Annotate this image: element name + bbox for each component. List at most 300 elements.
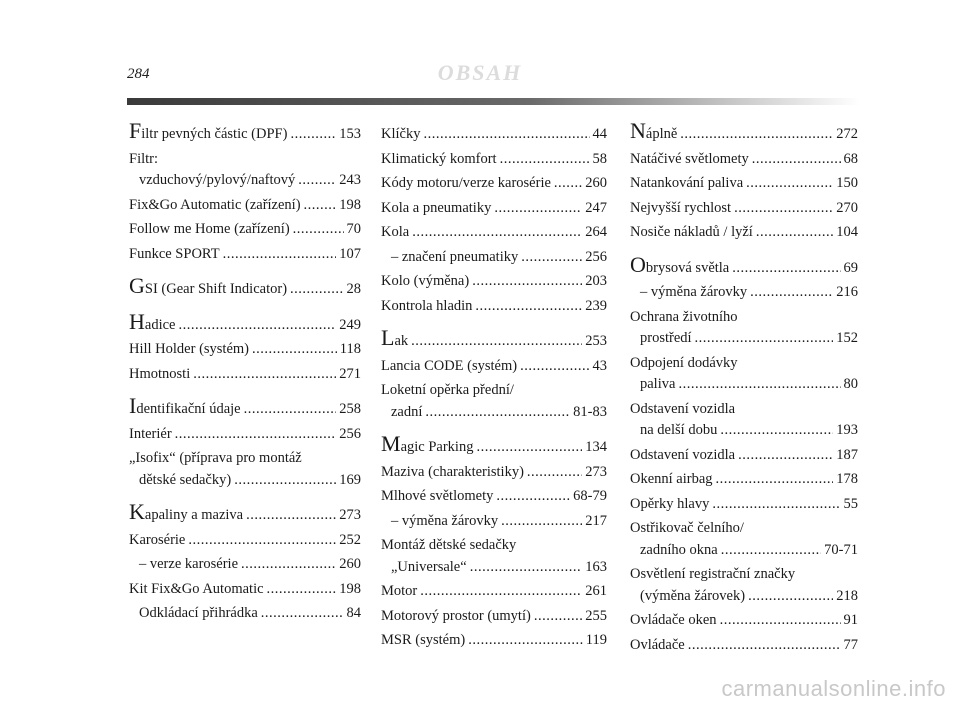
index-entry	[381, 149, 607, 171]
entry-text	[630, 251, 730, 280]
dot-leader	[716, 469, 834, 491]
index-entry	[129, 393, 361, 421]
entry-label: Natáčivé světlomety	[630, 150, 749, 167]
letter-initial: K	[129, 499, 145, 524]
entry-label: Odpojení dodávky	[630, 354, 738, 371]
letter-initial: L	[381, 325, 395, 350]
index-entry	[381, 325, 607, 353]
page-reference: 84	[346, 605, 361, 621]
page-reference: 218	[836, 587, 858, 604]
page-reference: 104	[836, 224, 858, 240]
entry-label: Hill Holder (systém)	[129, 341, 250, 357]
entry-label: Kit Fix&Go Automatic	[129, 580, 264, 597]
index-entry	[381, 173, 607, 195]
entry-text	[381, 222, 409, 244]
letter-initial: O	[630, 251, 646, 277]
entry-label: Fix&Go Automatic (zařízení)	[129, 196, 301, 213]
letter-group	[129, 273, 361, 301]
dot-leader	[188, 530, 336, 552]
letter-group	[381, 325, 607, 423]
entry-text	[139, 603, 258, 625]
index-entry	[630, 445, 858, 467]
entry-label: Opěrky hlavy	[630, 495, 710, 512]
page-reference: 264	[585, 224, 607, 240]
entry-label: ak	[394, 333, 409, 349]
entry-label: Motor	[381, 583, 418, 599]
entry-line	[630, 118, 858, 146]
entry-text	[129, 195, 301, 217]
entry-line	[381, 606, 607, 628]
letter-group	[129, 393, 361, 491]
entry-label: dětské sedačky)	[139, 471, 232, 488]
entry-line	[630, 564, 858, 586]
entry-text	[381, 173, 551, 195]
entry-label: Nosiče nákladů / lyží	[630, 224, 753, 240]
dot-leader	[468, 630, 583, 652]
watermark: carmanualsonline.info	[721, 676, 946, 701]
index-entry	[381, 486, 607, 508]
entry-label: Klíčky	[381, 126, 421, 142]
page-reference: 178	[836, 471, 858, 487]
index-entry	[630, 469, 858, 491]
index-entry	[129, 424, 361, 446]
page-reference: 68	[843, 150, 858, 167]
entry-text	[381, 630, 465, 652]
entry-line	[630, 518, 858, 540]
entry-line	[129, 393, 361, 421]
entry-line	[381, 271, 607, 293]
entry-text	[129, 424, 172, 446]
entry-text	[381, 198, 491, 220]
index-entry	[381, 462, 607, 484]
entry-label: Kontrola hladin	[381, 297, 473, 314]
index-entry	[381, 271, 607, 293]
dot-leader	[420, 581, 582, 603]
page-reference: 150	[836, 175, 858, 191]
index-entry	[630, 635, 858, 657]
entry-line	[381, 535, 607, 557]
entry-label: Maziva (charakteristiky)	[381, 463, 524, 480]
dot-leader	[750, 282, 833, 304]
page-reference: 273	[339, 507, 361, 523]
entry-label: paliva	[640, 376, 676, 392]
entry-label: Okenní airbag	[630, 471, 713, 487]
entry-text	[381, 535, 516, 557]
entry-text	[381, 149, 497, 171]
index-entry	[129, 530, 361, 552]
entry-line	[381, 380, 607, 402]
entry-label: adice	[144, 316, 176, 333]
entry-line	[381, 431, 607, 459]
dot-leader	[680, 124, 833, 146]
letter-group	[630, 251, 858, 657]
index-entry	[630, 307, 858, 350]
entry-line	[129, 364, 361, 386]
index-entry	[129, 579, 361, 601]
entry-text	[630, 610, 717, 632]
page-reference: 239	[585, 297, 607, 314]
entry-text	[139, 470, 231, 492]
entry-label: vzduchový/pylový/naftový	[139, 172, 296, 188]
dot-leader	[678, 374, 840, 396]
dot-leader	[223, 244, 337, 266]
entry-label: agic Parking	[400, 439, 474, 455]
dot-leader	[290, 124, 336, 146]
entry-label: – výměna žárovky	[640, 284, 748, 300]
index-entry	[630, 198, 858, 220]
index-entry	[381, 124, 607, 146]
dot-leader	[720, 610, 841, 632]
page-reference: 270	[836, 199, 858, 216]
index-entry	[630, 564, 858, 607]
entry-line	[381, 581, 607, 603]
dot-leader	[732, 258, 840, 280]
dot-leader	[293, 219, 344, 241]
entry-label: apaliny a maziva	[144, 507, 244, 523]
entry-line	[381, 222, 607, 244]
entry-line	[129, 339, 361, 361]
entry-label: zadní	[391, 403, 423, 420]
entry-label: – značení pneumatiky	[391, 248, 519, 265]
dot-leader	[688, 635, 841, 657]
entry-line	[630, 307, 858, 329]
dot-leader	[304, 195, 337, 217]
dot-leader	[241, 554, 336, 576]
entry-label: Odstavení vozidla	[630, 400, 736, 417]
entry-label: prostředí	[640, 330, 692, 346]
page-reference: 271	[339, 365, 361, 382]
letter-group	[129, 499, 361, 625]
page-reference: 91	[843, 612, 858, 628]
entry-line	[129, 448, 361, 470]
entry-text	[630, 469, 713, 491]
section-title: OBSAH	[437, 60, 523, 85]
index-entry	[381, 380, 607, 423]
entry-text	[630, 564, 795, 586]
index-entry	[630, 282, 858, 304]
entry-text	[640, 540, 718, 562]
index-entry	[129, 273, 361, 301]
dot-leader	[412, 222, 582, 244]
page-reference: 272	[836, 126, 858, 142]
entry-line	[630, 222, 858, 244]
page-number: 284	[127, 66, 150, 82]
page-reference: 134	[585, 439, 607, 455]
entry-label: Lancia CODE (systém)	[381, 357, 518, 374]
entry-text	[381, 462, 524, 484]
page-reference: 247	[585, 199, 607, 216]
entry-line	[630, 198, 858, 220]
dot-leader	[193, 364, 336, 386]
entry-text	[129, 499, 244, 527]
entry-line	[630, 586, 858, 608]
index-entry	[129, 499, 361, 527]
index-column-3	[630, 118, 858, 670]
page-reference: 273	[585, 463, 607, 480]
entry-line	[381, 462, 607, 484]
index-entry	[381, 606, 607, 628]
entry-label: Filtr:	[129, 150, 159, 167]
entry-label: Karosérie	[129, 531, 186, 548]
entry-text	[640, 282, 747, 304]
dot-leader	[267, 579, 337, 601]
letter-group	[381, 431, 607, 652]
entry-text	[381, 486, 493, 508]
index-entry	[381, 247, 607, 269]
entry-label: Natankování paliva	[630, 175, 744, 191]
page-reference: 169	[339, 471, 361, 488]
index-entry	[129, 339, 361, 361]
page-reference: 260	[339, 556, 361, 572]
entry-text	[381, 124, 420, 146]
entry-text	[129, 118, 288, 146]
entry-line	[630, 374, 858, 396]
entry-text	[630, 635, 685, 657]
entry-line	[129, 195, 361, 217]
entry-line	[630, 328, 858, 350]
dot-leader	[411, 331, 582, 353]
index-entry	[381, 581, 607, 603]
entry-label: Interiér	[129, 425, 172, 442]
dot-leader	[494, 198, 582, 220]
entry-line	[630, 173, 858, 195]
entry-line	[630, 469, 858, 491]
page-reference: 249	[339, 316, 361, 333]
entry-text	[630, 399, 735, 421]
page-reference: 77	[843, 636, 858, 653]
entry-line	[129, 244, 361, 266]
dot-leader	[521, 247, 582, 269]
letter-initial: N	[630, 118, 646, 143]
entry-text	[381, 380, 514, 402]
entry-label: Klimatický komfort	[381, 150, 497, 167]
page-reference: 80	[843, 376, 858, 392]
index-entry	[381, 222, 607, 244]
letter-group	[129, 118, 361, 265]
entry-label: Odkládací přihrádka	[139, 605, 258, 621]
index-entry	[129, 244, 361, 266]
entry-label: brysová světla	[645, 259, 730, 276]
dot-leader	[534, 606, 582, 628]
entry-line	[129, 170, 361, 192]
entry-line	[129, 219, 361, 241]
index-entry	[630, 118, 858, 146]
index-entry	[630, 518, 858, 561]
entry-label: SI (Gear Shift Indicator)	[144, 281, 288, 297]
dot-leader	[423, 124, 589, 146]
page-reference: 81-83	[573, 403, 607, 420]
dot-leader	[252, 339, 337, 361]
entry-line	[129, 603, 361, 625]
entry-text	[630, 518, 744, 540]
entry-text	[630, 307, 738, 329]
entry-text	[640, 374, 675, 396]
entry-label: Ochrana životního	[630, 308, 738, 325]
dot-leader	[738, 445, 833, 467]
index-entry	[630, 149, 858, 171]
index-entry	[129, 448, 361, 491]
page-reference: 198	[339, 580, 361, 597]
entry-line	[381, 325, 607, 353]
entry-label: Kódy motoru/verze karosérie	[381, 175, 551, 191]
entry-line	[630, 251, 858, 280]
entry-label: Kolo (výměna)	[381, 273, 470, 289]
entry-line	[129, 308, 361, 337]
entry-label: Montáž dětské sedačky	[381, 537, 517, 553]
letter-initial: H	[129, 308, 145, 334]
page-reference: 43	[592, 357, 607, 374]
entry-label: Hmotnosti	[129, 365, 191, 382]
entry-line	[381, 247, 607, 269]
index-entry	[630, 251, 858, 280]
entry-text	[630, 222, 753, 244]
index-entry	[129, 118, 361, 146]
entry-line	[630, 149, 858, 171]
index-entry	[381, 630, 607, 652]
page-reference: 55	[843, 495, 858, 512]
entry-text	[391, 511, 498, 533]
dot-leader	[501, 511, 582, 533]
entry-text	[129, 393, 241, 421]
index-entry	[630, 399, 858, 442]
entry-text	[630, 494, 709, 516]
page-reference: 153	[339, 126, 361, 142]
entry-text	[381, 296, 472, 318]
entry-line	[129, 470, 361, 492]
page-reference: 256	[585, 248, 607, 265]
index-entry	[381, 511, 607, 533]
index-column-1	[129, 118, 361, 639]
header-rule	[127, 98, 860, 105]
entry-text	[381, 431, 474, 459]
dot-leader	[261, 603, 344, 625]
index-entry	[381, 431, 607, 459]
page-reference: 70	[346, 221, 361, 237]
entry-line	[630, 353, 858, 375]
page-reference: 253	[585, 333, 607, 349]
index-entry	[630, 610, 858, 632]
index-entry	[129, 364, 361, 386]
entry-label: iltr pevných částic (DPF)	[141, 126, 288, 142]
page-reference: 256	[339, 425, 361, 442]
entry-text	[129, 149, 158, 171]
entry-text	[640, 420, 717, 442]
entry-label: Ovládače	[630, 636, 685, 653]
dot-leader	[470, 557, 583, 579]
entry-label: na delší dobu	[640, 422, 718, 438]
page-reference: 198	[339, 196, 361, 213]
entry-line	[381, 124, 607, 146]
dot-leader	[752, 149, 841, 171]
entry-label: „Isofix“ (příprava pro montáž	[129, 450, 302, 466]
entry-label: – výměna žárovky	[391, 512, 499, 529]
entry-label: Funkce SPORT	[129, 245, 220, 262]
entry-text	[391, 247, 518, 269]
index-entry	[129, 603, 361, 625]
dot-leader	[175, 424, 337, 446]
dot-leader	[472, 271, 582, 293]
entry-label: (výměna žárovek)	[640, 587, 746, 604]
entry-text	[129, 339, 249, 361]
page-reference: 255	[585, 607, 607, 624]
entry-line	[129, 273, 361, 301]
entry-label: Ostřikovač čelního/	[630, 520, 744, 536]
entry-text	[129, 244, 220, 266]
dot-leader	[298, 170, 336, 192]
dot-leader	[695, 328, 834, 350]
page-reference: 58	[592, 150, 607, 167]
index-entry	[129, 219, 361, 241]
index-entry	[129, 308, 361, 337]
dot-leader	[712, 494, 840, 516]
page-reference: 260	[585, 175, 607, 191]
dot-leader	[756, 222, 833, 244]
entry-line	[630, 420, 858, 442]
letter-group	[381, 124, 607, 317]
entry-line	[129, 499, 361, 527]
entry-label: dentifikační údaje	[136, 401, 241, 417]
dot-leader	[475, 296, 582, 318]
entry-line	[630, 635, 858, 657]
entry-text	[381, 271, 469, 293]
entry-label: Kola a pneumatiky	[381, 199, 492, 216]
index-entry	[630, 222, 858, 244]
dot-leader	[748, 586, 833, 608]
page-reference: 118	[339, 341, 361, 357]
entry-line	[630, 399, 858, 421]
index-entry	[129, 195, 361, 217]
entry-label: Loketní opěrka přední/	[381, 382, 514, 398]
letter-initial: M	[381, 431, 401, 456]
page-reference: 119	[585, 632, 607, 648]
dot-leader	[234, 470, 336, 492]
entry-label: áplně	[645, 126, 678, 142]
dot-leader	[425, 402, 570, 424]
dot-leader	[554, 173, 582, 195]
index-entry	[630, 353, 858, 396]
index-entry	[630, 494, 858, 516]
page-reference: 187	[836, 446, 858, 463]
entry-text	[381, 356, 517, 378]
entry-text	[139, 554, 238, 576]
entry-line	[630, 494, 858, 516]
entry-line	[129, 149, 361, 171]
page-reference: 44	[592, 126, 607, 142]
entry-line	[129, 530, 361, 552]
entry-label: Odstavení vozidla	[630, 446, 736, 463]
entry-line	[381, 198, 607, 220]
page-reference: 152	[836, 330, 858, 346]
entry-label: Ovládače oken	[630, 612, 717, 628]
entry-text	[129, 448, 302, 470]
dot-leader	[178, 315, 336, 337]
index-entry	[381, 356, 607, 378]
dot-leader	[500, 149, 590, 171]
dot-leader	[244, 399, 337, 421]
entry-text	[129, 364, 190, 386]
entry-line	[630, 282, 858, 304]
page-reference: 258	[339, 401, 361, 417]
entry-line	[129, 424, 361, 446]
index-entry	[129, 554, 361, 576]
entry-text	[381, 325, 409, 353]
entry-label: MSR (systém)	[381, 632, 466, 648]
entry-text	[630, 118, 678, 146]
entry-label: Motorový prostor (umytí)	[381, 607, 531, 624]
page-reference: 163	[585, 558, 607, 575]
dot-leader	[520, 356, 589, 378]
dot-leader	[721, 540, 821, 562]
